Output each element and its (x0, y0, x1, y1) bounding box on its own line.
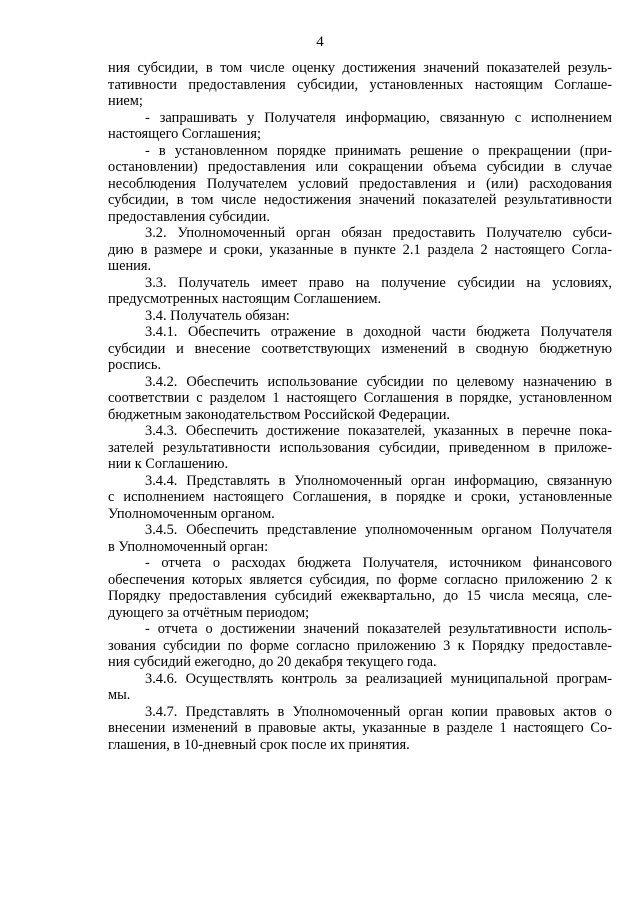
text-line: субсидии и внесение соответствующих изменений в сводную бюджетную (108, 340, 612, 357)
text-line: - запрашивать у Получателя информацию, связанную с исполнением (145, 109, 612, 126)
text-line: в Уполномоченный орган: (108, 538, 269, 555)
paragraph (108, 522, 612, 555)
text-line: зования субсидии по форме согласно приложению 3 к Порядку предоставле- (108, 637, 612, 654)
text-line: 3.2. Уполномоченный орган обязан предоставить Получателю субси- (145, 225, 612, 241)
text-line: роспись. (108, 357, 162, 373)
text-line: внесении изменений в правовые акты, указанные в разделе 1 настоящего Со- (108, 720, 612, 736)
paragraph (108, 225, 612, 275)
text-line: - отчета о достижении значений показателей результативности исполь- (145, 621, 612, 637)
text-line: 3.4. Получатель обязан: (145, 307, 290, 324)
text-line: 3.4.3. Обеспечить достижение показателей, указанных в перечне пока- (145, 423, 612, 439)
text-line: Уполномоченным органом. (108, 505, 275, 522)
text-line: соответствии с разделом 1 настоящего Соглашения в порядке, установленном (108, 390, 612, 406)
text-line: с исполнением настоящего Соглашения, в порядке и сроки, установленные (108, 489, 612, 505)
paragraph (108, 621, 612, 671)
text-line: обеспечения которых является субсидия, по форме согласно приложению 2 к (108, 571, 612, 588)
text-line: мы. (108, 687, 131, 703)
page-number: 4 (316, 34, 324, 50)
text-line: 3.4.5. Обеспечить представление уполномоченным органом Получателя (145, 522, 612, 538)
text-line: нии к Соглашению. (108, 456, 229, 472)
paragraph (108, 423, 612, 473)
paragraph (108, 704, 612, 754)
text-line: 3.4.4. Представлять в Уполномоченный орган информацию, связанную (145, 472, 612, 489)
text-line: - в установленном порядке принимать решение о прекращении (при- (145, 142, 612, 159)
text-line: субсидии, в том числе недостижения значений показателей результативности (108, 192, 612, 208)
text-line: шения. (108, 258, 152, 274)
text-line: - отчета о расходах бюджета Получателя, источником финансового (145, 555, 612, 571)
text-line: предоставления субсидии. (108, 208, 270, 225)
text-line: дию в размере и сроки, указанные в пункте 2.1 раздела 2 настоящего Согла- (108, 241, 612, 258)
text-line: предусмотренных настоящим Соглашением. (108, 291, 382, 307)
text-line: остановлении) предоставления или сокращении объема субсидии в случае (108, 159, 612, 175)
paragraph (108, 143, 612, 226)
paragraph (108, 60, 612, 110)
paragraph (108, 324, 612, 374)
text-line: 3.4.2. Обеспечить использование субсидии по целевому назначению в (145, 373, 612, 390)
text-line: несоблюдения Получателем условий предоставления и (или) расходования (108, 175, 612, 192)
text-line: настоящего Соглашения; (108, 126, 261, 142)
text-line: 3.4.6. Осуществлять контроль за реализацией муниципальной програм- (145, 670, 612, 687)
text-line: Порядку предоставления субсидий ежеквартально, до 15 числа месяца, сле- (108, 588, 612, 604)
text-line: нием; (108, 93, 143, 109)
text-line: зателей результативности использования субсидии, приведенном в приложе- (108, 439, 612, 456)
paragraph (108, 473, 612, 523)
document-body (108, 60, 612, 753)
text-line: дующего за отчётным периодом; (108, 604, 310, 621)
text-line: 3.3. Получатель имеет право на получение субсидии на условиях, (145, 274, 612, 291)
paragraph (108, 308, 612, 325)
text-line: ния субсидии, в том числе оценку достижения значений показателей резуль- (108, 60, 612, 76)
paragraph (108, 275, 612, 308)
text-line: 3.4.7. Представлять в Уполномоченный орган копии правовых актов о (145, 703, 612, 720)
text-line: бюджетным законодательством Российской Федерации. (108, 406, 451, 423)
paragraph (108, 374, 612, 424)
text-line: 3.4.1. Обеспечить отражение в доходной части бюджета Получателя (145, 324, 612, 340)
paragraph (108, 110, 612, 143)
text-line: ния субсидий ежегодно, до 20 декабря текущего года. (108, 654, 437, 670)
paragraph (108, 671, 612, 704)
text-line: тативности предоставления субсидии, установленных настоящим Соглаше- (108, 76, 612, 93)
text-line: глашения, в 10-дневный срок после их принятия. (108, 736, 410, 753)
paragraph (108, 555, 612, 621)
